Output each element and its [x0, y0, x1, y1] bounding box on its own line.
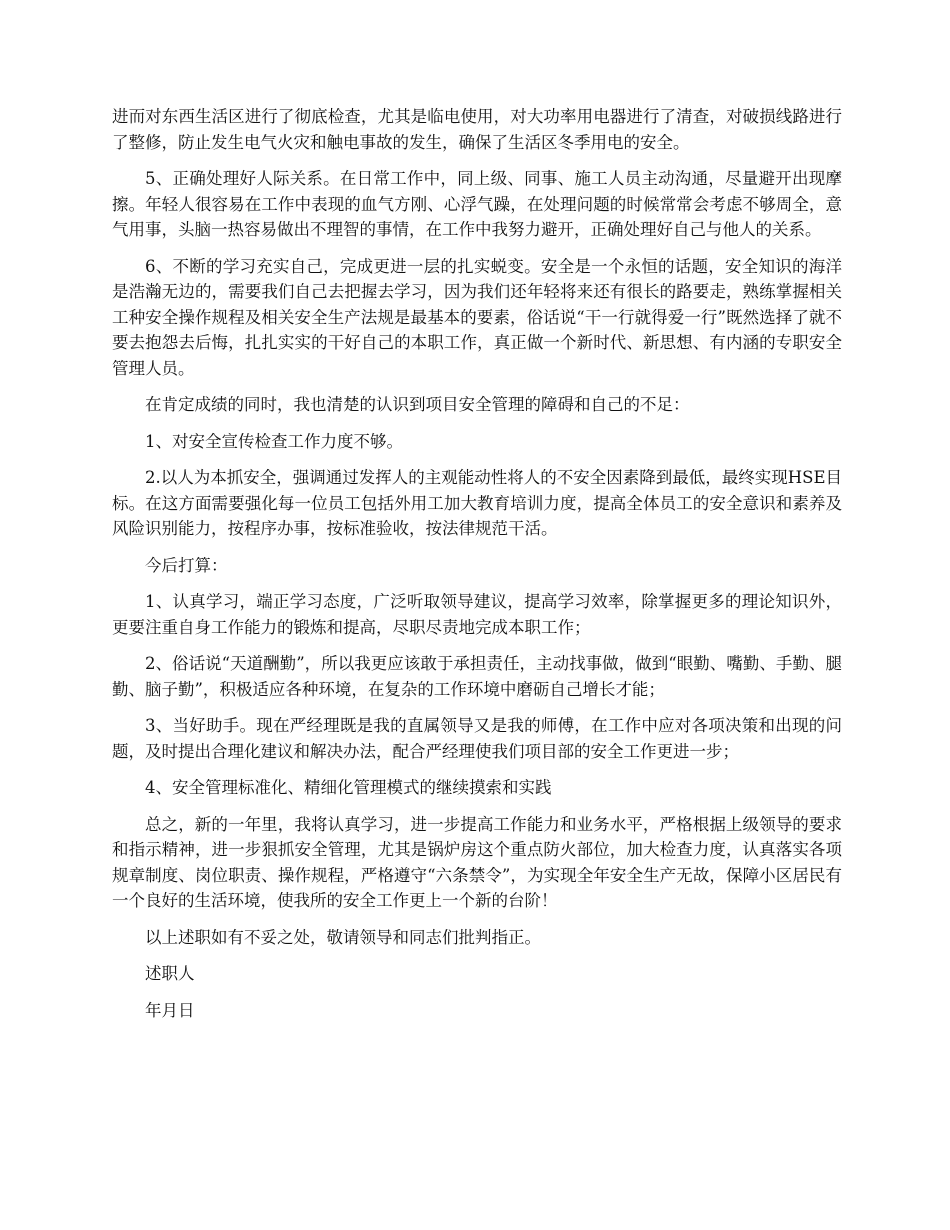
- paragraph-shortcoming-1: 1、对安全宣传检查工作力度不够。: [145, 431, 403, 451]
- document-page: [112, 104, 842, 1034]
- date-label: 年月日: [145, 1000, 195, 1020]
- paragraph-plan-1: 1、认真学习，端正学习态度，广泛听取领导建议，提高学习效率，除掌握更多的理论知识外，更要注重自身工作能力的锻炼和提高，尽职尽责地完成本职工作；: [112, 592, 842, 637]
- paragraph-plan-2: 2、俗话说“天道酬勤”，所以我更应该敢于承担责任，主动找事做，做到“眼勤、嘴勤、手勤、腿勤、脑子勤”，积极适应各种环境，在复杂的工作环境中磨砺自己增长才能；: [112, 654, 842, 699]
- paragraph-item-5: 5、正确处理好人际关系。在日常工作中，同上级、同事、施工人员主动沟通，尽量避开出现摩擦。年轻人很容易在工作中表现的血气方刚、心浮气躁，在处理问题的时候常常会考虑不够周全，意气用事，头脑一热容易做出不理智的事情，在工作中我努力避开，正确处理好自己与他人的关系。: [112, 169, 842, 239]
- paragraph-shortcoming-2: 2.以人为本抓安全，强调通过发挥人的主观能动性将人的不安全因素降到最低，最终实现HSE目标。在这方面需要强化每一位员工包括外用工加大教育培训力度，提高全体员工的安全意识和素养及风险识别能力，按程序办事，按标准验收，按法律规范干活。: [112, 468, 842, 538]
- paragraph-plan-3: 3、当好助手。现在严经理既是我的直属领导又是我的师傅，在工作中应对各项决策和出现的问题，及时提出合理化建议和解决办法，配合严经理使我们项目部的安全工作更进一步；: [112, 716, 842, 761]
- paragraph-shortcomings-intro: 在肯定成绩的同时，我也清楚的认识到项目安全管理的障碍和自己的不足：: [145, 395, 690, 414]
- paragraph-plan-4: 4、安全管理标准化、精细化管理模式的继续摸索和实践: [145, 778, 552, 797]
- paragraph-item-6: 6、不断的学习充实自己，完成更进一层的扎实蜕变。安全是一个永恒的话题，安全知识的海洋是浩瀚无边的，需要我们自己去把握去学习，因为我们还年轻将来还有很长的路要走，熟练掌握相关工种安全操作规程及相关安全生产法规是最基本的要素，俗话说“干一行就得爱一行”既然选择了就不要去抱怨去后悔，扎扎实实的干好自己的本职工作，真正做一个新时代、新思想、有内涵的专职安全管理人员。: [112, 256, 842, 378]
- signature-label: 述职人: [145, 964, 195, 983]
- paragraph-continuation: 进而对东西生活区进行了彻底检查，尤其是临电使用，对大功率用电器进行了清查，对破损线路进行了整修，防止发生电气火灾和触电事故的发生，确保了生活区冬季用电的安全。: [112, 107, 842, 152]
- paragraph-plans-intro: 今后打算：: [145, 555, 228, 575]
- paragraph-closing: 以上述职如有不妥之处，敬请领导和同志们批判指正。: [145, 927, 541, 947]
- paragraph-conclusion: 总之，新的一年里，我将认真学习，进一步提高工作能力和业务水平，严格根据上级领导的要求和指示精神，进一步狠抓安全管理，尤其是锅炉房这个重点防火部位，加大检查力度，认真落实各项规章制度、岗位职责、操作规程，严格遵守“六条禁令”，为实现全年安全生产无故，保障小区居民有一个良好的生活环境，使我所的安全工作更上一个新的台阶！: [112, 814, 842, 910]
